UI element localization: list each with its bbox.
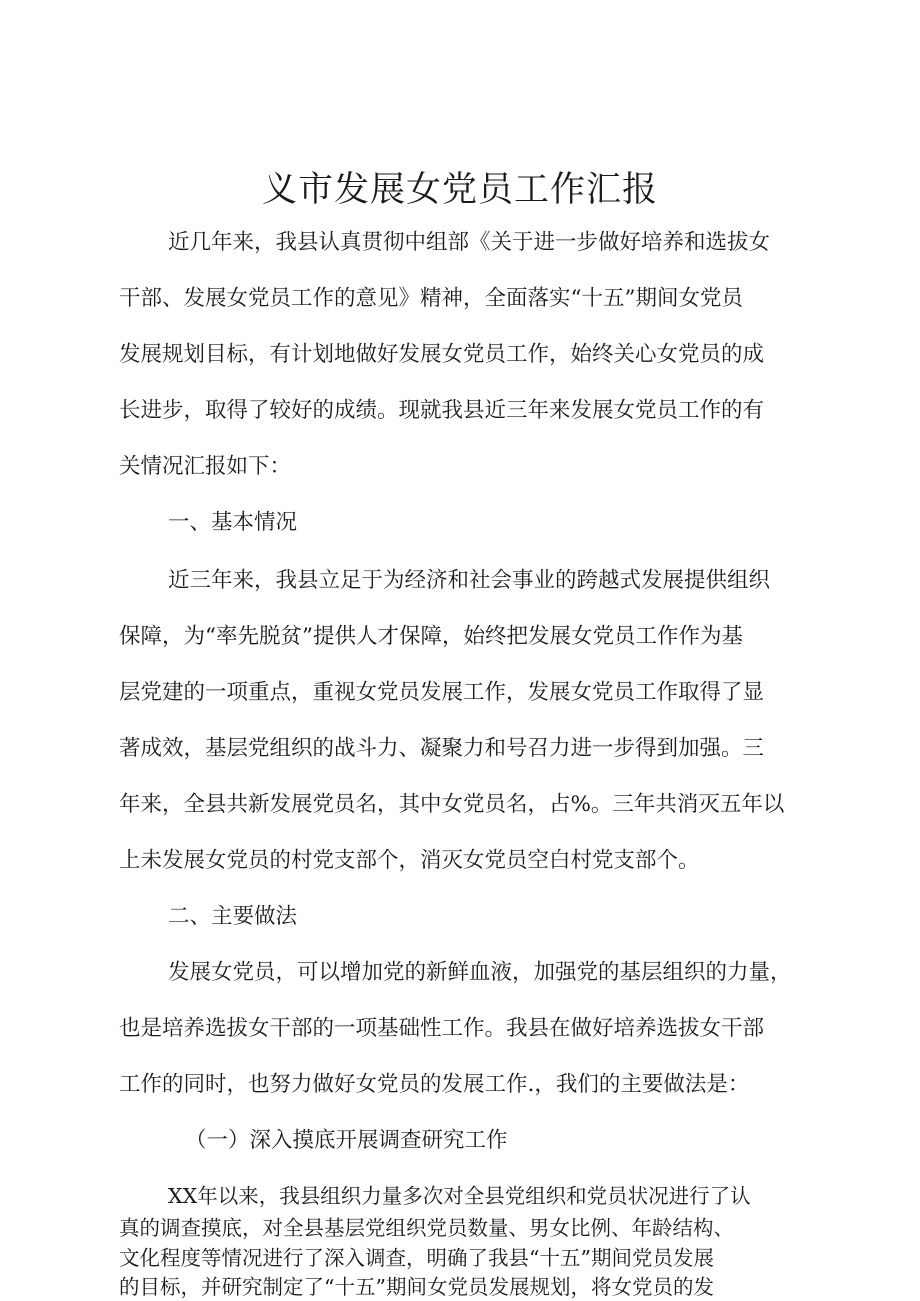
text-line: 著成效，基层党组织的战斗力、凝聚力和号召力进一步得到加强。三 bbox=[119, 736, 765, 761]
text-line: 工作的同时，也努力做好女党员的发展工作.，我们的主要做法是： bbox=[119, 1072, 750, 1097]
text-line: 的目标，并研究制定了“十五”期间女党员发展规划，将女党员的发 bbox=[119, 1275, 714, 1299]
text-line: 发展女党员，可以增加党的新鲜血液，加强党的基层组织的力量， bbox=[168, 960, 792, 985]
text-line: 年来，全县共新发展党员名，其中女党员名，占%。三年共消灭五年以 bbox=[119, 792, 785, 817]
text-line: 层党建的一项重点，重视女党员发展工作，发展女党员工作取得了显 bbox=[119, 680, 765, 705]
subsection-heading-survey: （一）深入摸底开展调查研究工作 bbox=[185, 1128, 508, 1153]
text-line: 发展规划目标，有计划地做好发展女党员工作，始终关心女党员的成 bbox=[119, 342, 765, 367]
text-line: 保障，为“率先脱贫”提供人才保障，始终把发展女党员工作作为基 bbox=[119, 624, 743, 649]
text-line: 关情况汇报如下： bbox=[119, 454, 292, 479]
text-line: 近几年来，我县认真贯彻中组部《关于进一步做好培养和选拔女 bbox=[168, 230, 771, 255]
text-line: 也是培养选拔女干部的一项基础性工作。我县在做好培养选拔女干部 bbox=[119, 1016, 765, 1041]
text-line: 文化程度等情况进行了深入调查，明确了我县“十五”期间党员发展 bbox=[119, 1246, 714, 1270]
text-line: 上未发展女党员的村党支部个，消灭女党员空白村党支部个。 bbox=[119, 848, 700, 873]
section-heading-practices: 二、主要做法 bbox=[168, 904, 298, 929]
text-line: XX年以来，我县组织力量多次对全县党组织和党员状况进行了认 bbox=[168, 1184, 751, 1208]
text-line: 真的调查摸底，对全县基层党组织党员数量、男女比例、年龄结构、 bbox=[119, 1216, 734, 1240]
text-line: 长进步，取得了较好的成绩。现就我县近三年来发展女党员工作的有 bbox=[119, 398, 765, 423]
section-heading-basic: 一、基本情况 bbox=[168, 510, 298, 535]
text-line: 干部、发展女党员工作的意见》精神，全面落实“十五”期间女党员 bbox=[119, 286, 743, 311]
document-title: 义市发展女党员工作汇报 bbox=[261, 170, 658, 210]
text-line: 近三年来，我县立足于为经济和社会事业的跨越式发展提供组织 bbox=[168, 568, 771, 593]
